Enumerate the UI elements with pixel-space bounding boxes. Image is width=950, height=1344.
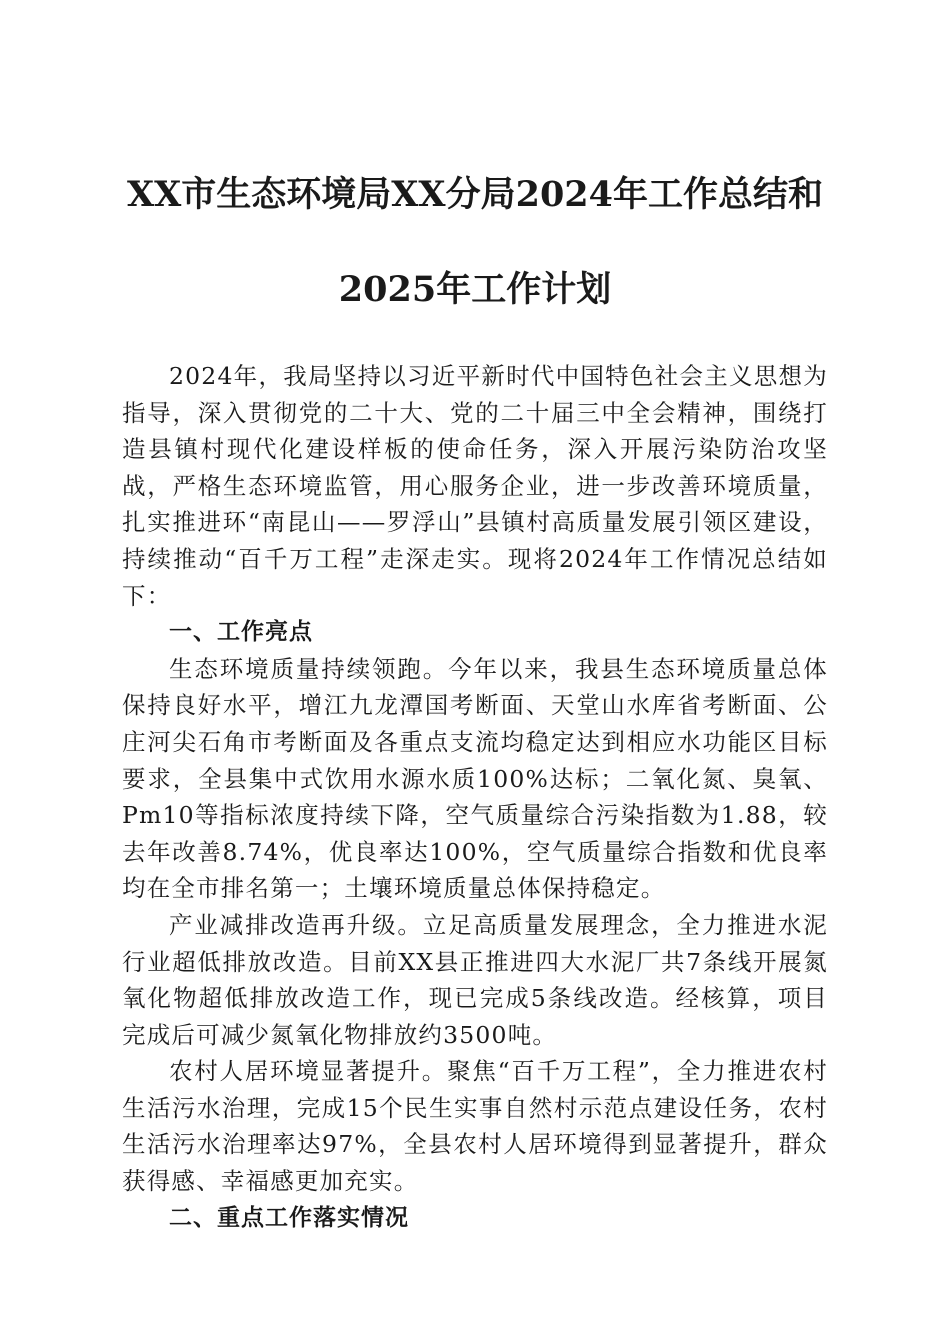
document-title-line1: XX市生态环境局XX分局2024年工作总结和 <box>126 174 824 215</box>
document-title-line2: 2025年工作计划 <box>338 269 612 310</box>
section1-paragraph-2: 产业减排改造再升级。立足高质量发展理念，全力推进水泥行业超低排放改造。目前XX县正推进四大水泥厂共7条线开展氮氧化物超低排放改造工作，现已完成5条线改造。经核算，项目完成后可减少氮氧化物排放约3500吨。 <box>122 910 828 1049</box>
intro-paragraph: 2024年，我局坚持以习近平新时代中国特色社会主义思想为指导，深入贯彻党的二十大、党的二十届三中全会精神，围绕打造县镇村现代化建设样板的使命任务，深入开展污染防治攻坚战，严格生态环境监管，用心服务企业，进一步改善环境质量，扎实推进环“南昆山——罗浮山”县镇村高质量发展引领区建设，持续推动“百千万工程”走深走实。现将2024年工作情况总结如下： <box>122 362 828 610</box>
section2-heading: 二、重点工作落实情况 <box>169 1204 409 1231</box>
section1-heading: 一、工作亮点 <box>169 619 313 646</box>
document-body <box>122 358 828 1236</box>
section1-paragraph-1: 生态环境质量持续领跑。今年以来，我县生态环境质量总体保持良好水平，增江九龙潭国考断面、天堂山水库省考断面、公庄河尖石角市考断面及各重点支流均稳定达到相应水功能区目标要求，全县集中式饮用水源水质100%达标；二氧化氮、臭氧、Pm10等指标浓度持续下降，空气质量综合污染指数为1.88，较去年改善8.74%，优良率达100%，空气质量综合指数和优良率均在全市排名第一；土壤环境质量总体保持稳定。 <box>122 654 828 903</box>
section1-paragraph-3: 农村人居环境显著提升。聚焦“百千万工程”，全力推进农村生活污水治理，完成15个民生实事自然村示范点建设任务，农村生活污水治理率达97%，全县农村人居环境得到显著提升，群众获得感、幸福感更加充实。 <box>122 1057 828 1196</box>
